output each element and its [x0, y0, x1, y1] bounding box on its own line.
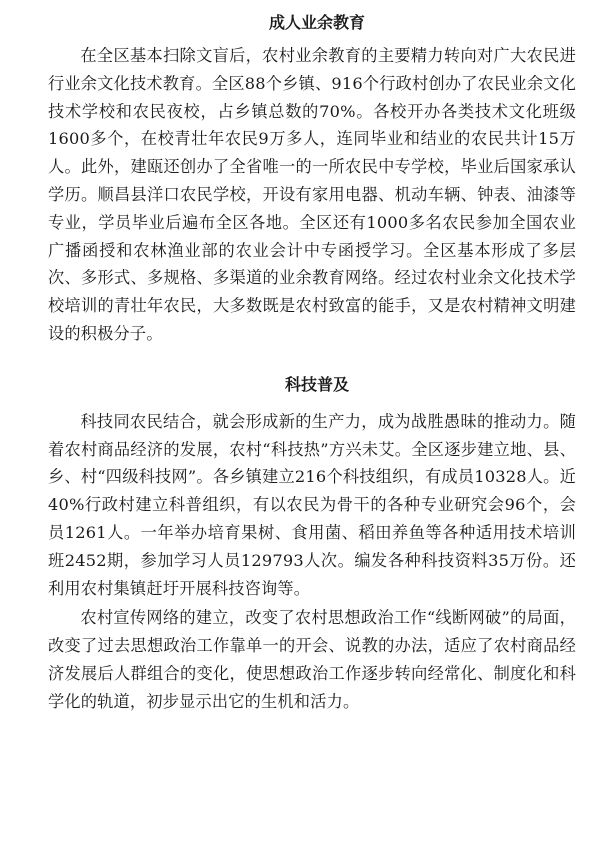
paragraph-science-popularization-2: 农村宣传网络的建立，改变了农村思想政治工作“线断网破”的局面，改变了过去思想政治工作靠单一的开会、说教的办法，适应了农村商品经济发展后人群组合的变化，使思想政治工作逐步转向经常化、制度化和科学化的轨道，初步显示出它的生机和活力。 [48, 608, 576, 711]
section-title-adult-education: 成人业余教育 [268, 13, 365, 32]
paragraph-adult-education: 在全区基本扫除文盲后，农村业余教育的主要精力转向对广大农民进行业余文化技术教育。全区88个乡镇、916个行政村创办了农民业余文化技术学校和农民夜校，占乡镇总数的70%。各校开办各类技术文化班级1600多个，在校青壮年农民9万多人，连同毕业和结业的农民共计15万人。此外，建瓯还创办了全省唯一的一所农民中专学校，毕业后国家承认学历。顺昌县洋口农民学校，开设有家用电器、机动车辆、钟表、油漆等专业，学员毕业后遍布全区各地。全区还有1000多名农民参加全国农业广播函授和农林渔业部的农业会计中专函授学习。全区基本形成了多层次、多形式、多规格、多渠道的业余教育网络。经过农村业余文化技术学校培训的青壮年农民，大多数既是农村致富的能手，又是农村精神文明建设的积极分子。 [48, 46, 576, 343]
section-title-science-popularization: 科技普及 [284, 374, 349, 394]
paragraph-science-popularization-1: 科技同农民结合，就会形成新的生产力，成为战胜愚昧的推动力。随着农村商品经济的发展，农村“科技热”方兴未艾。全区逐步建立地、县、乡、村“四级科技网”。各乡镇建立216个科技组织，有成员10328人。近40%行政村建立科普组织，有以农民为骨干的各种专业研究会96个，会员1261人。一年举办培育果树、食用菌、稻田养鱼等各种适用技术培训班2452期，参加学习人员129793人次。编发各种科技资料35万份。还利用农村集镇赶圩开展科技咨询等。 [48, 411, 576, 598]
